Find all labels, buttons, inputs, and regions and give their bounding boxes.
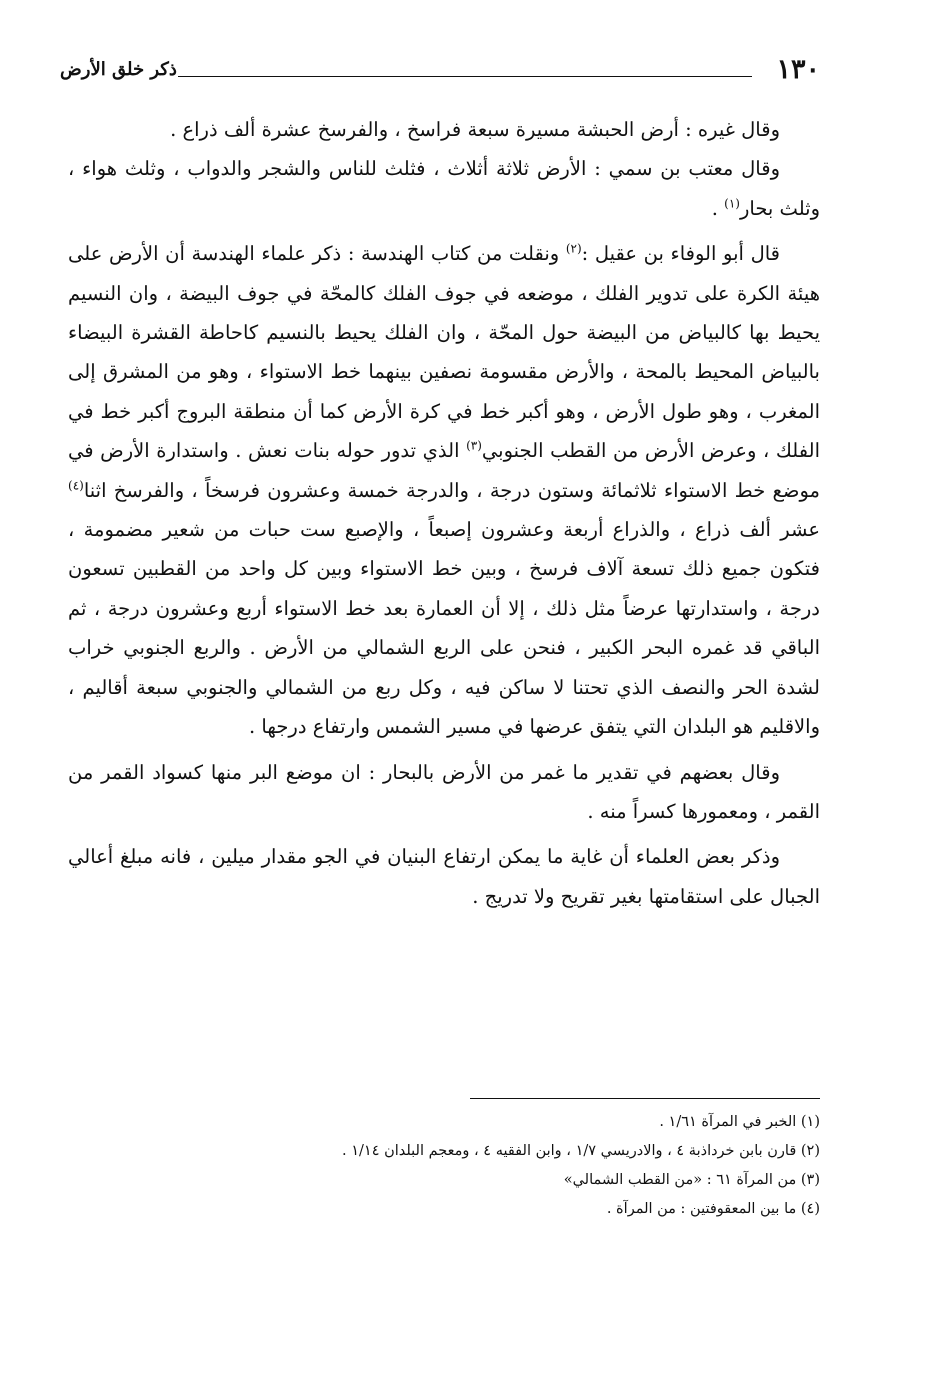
paragraph-3-text-c: الذي تدور حوله بنات نعش . واستدارة الأرض في موضع خط الاستواء ثلاثمائة وستون درجة ، والدرجة خمسة وعشرون فرسخاً ، والفرسخ اثنا (68, 439, 820, 502)
footnote-2: (٢) قارن بابن خرداذبة ٤ ، والادريسي ١/٧ ، وابن الفقيه ٤ ، ومعجم البلدان ١/١٤ . (342, 1143, 820, 1159)
paragraph-2 (68, 149, 820, 228)
footnote-ref-4: (٤) (68, 478, 84, 493)
footnote-ref-2: (٢) (565, 241, 582, 256)
page-header (60, 50, 820, 90)
paragraph-5: وذكر بعض العلماء أن غاية ما يمكن ارتفاع البنيان في الجو مقدار ميلين ، فانه مبلغ أعالي الجبال على استقامتها بغير تقريح ولا تدريج . (68, 845, 820, 908)
paragraph-3-text-d: عشر ألف ذراع ، والذراع أربعة وعشرون إصبعاً ، والإصبع ست حبات من شعير مضمومة ، فتكون جميع ذلك تسعة آلاف فرسخ ، وبين خط الاستواء وبين كل واحد من القطبين تسعون درجة ، واستدارتها عرضاً مثل ذلك ، إلا أن العمارة بعد خط الاستواء أربع وعشرون درجة ، ثم الباقي قد غمره البحر الكبير ، فنحن على الربع الشمالي من الأرض . والربع الجنوبي خراب لشدة الحر والنصف الذي تحتنا لا ساكن فيه ، وكل ربع من الشمالي والجنوبي سبعة أقاليم ، والاقليم هو البلدان التي يتفق عرضها في مسير الشمس وارتفاع درجها . (68, 518, 820, 739)
paragraph-1: وقال غيره : أرض الحبشة مسيرة سبعة فراسخ ، والفرسخ عشرة ألف ذراع . (170, 118, 780, 141)
main-text (68, 110, 820, 922)
footnote-ref-3: (٣) (466, 438, 482, 453)
paragraph-2-end: . (711, 196, 725, 220)
footnote-ref-1: (١) (724, 196, 740, 211)
header-divider (178, 76, 752, 77)
paragraph-4: وقال بعضهم في تقدير ما غمر من الأرض بالبحار : ان موضع البر منها كسواد القمر من القمر ، ومعمورها كسراً منه . (68, 760, 820, 823)
footnote-4: (٤) ما بين المعقوفتين : من المرآة . (606, 1201, 820, 1217)
footnotes (170, 1108, 820, 1224)
footnote-1: (١) الخبر في المرآة ١/٦١ . (659, 1114, 820, 1130)
running-title: ذكر خلق الأرض (60, 59, 177, 80)
page-number: ١٣٠ (776, 54, 820, 85)
paragraph-3 (68, 234, 820, 746)
paragraph-3-text-b: ونقلت من كتاب الهندسة : ذكر علماء الهندسة أن الأرض على هيئة الكرة على تدوير الفلك ، موضعه في جوف الفلك كالمحّة في جوف البيضة ، وان النسيم يحيط بها كالبياض من البيضة حول المحّة ، وان الفلك يحيط بالنسيم كاحاطة القشرة البيضاء بالبياض المحيط بالمحة ، والأرض مقسومة نصفين بينهما خط الاستواء ، وهو من المشرق إلى المغرب ، وهو طول الأرض ، وهو أكبر خط في كرة الأرض كما أن منطقة البروج أكبر خط في الفلك ، وعرض الأرض من القطب الجنوبي (68, 242, 820, 463)
paragraph-3-text-a: قال أبو الوفاء بن عقيل : (581, 242, 781, 266)
footnote-3: (٣) من المرآة ٦١ : «من القطب الشمالي» (563, 1172, 820, 1188)
footnote-divider (470, 1098, 820, 1099)
paragraph-2-text: وقال معتب بن سمي : الأرض ثلاثة أثلاث ، فثلث للناس والشجر والدواب ، وثلث هواء ، وثلث بحار (68, 157, 820, 220)
